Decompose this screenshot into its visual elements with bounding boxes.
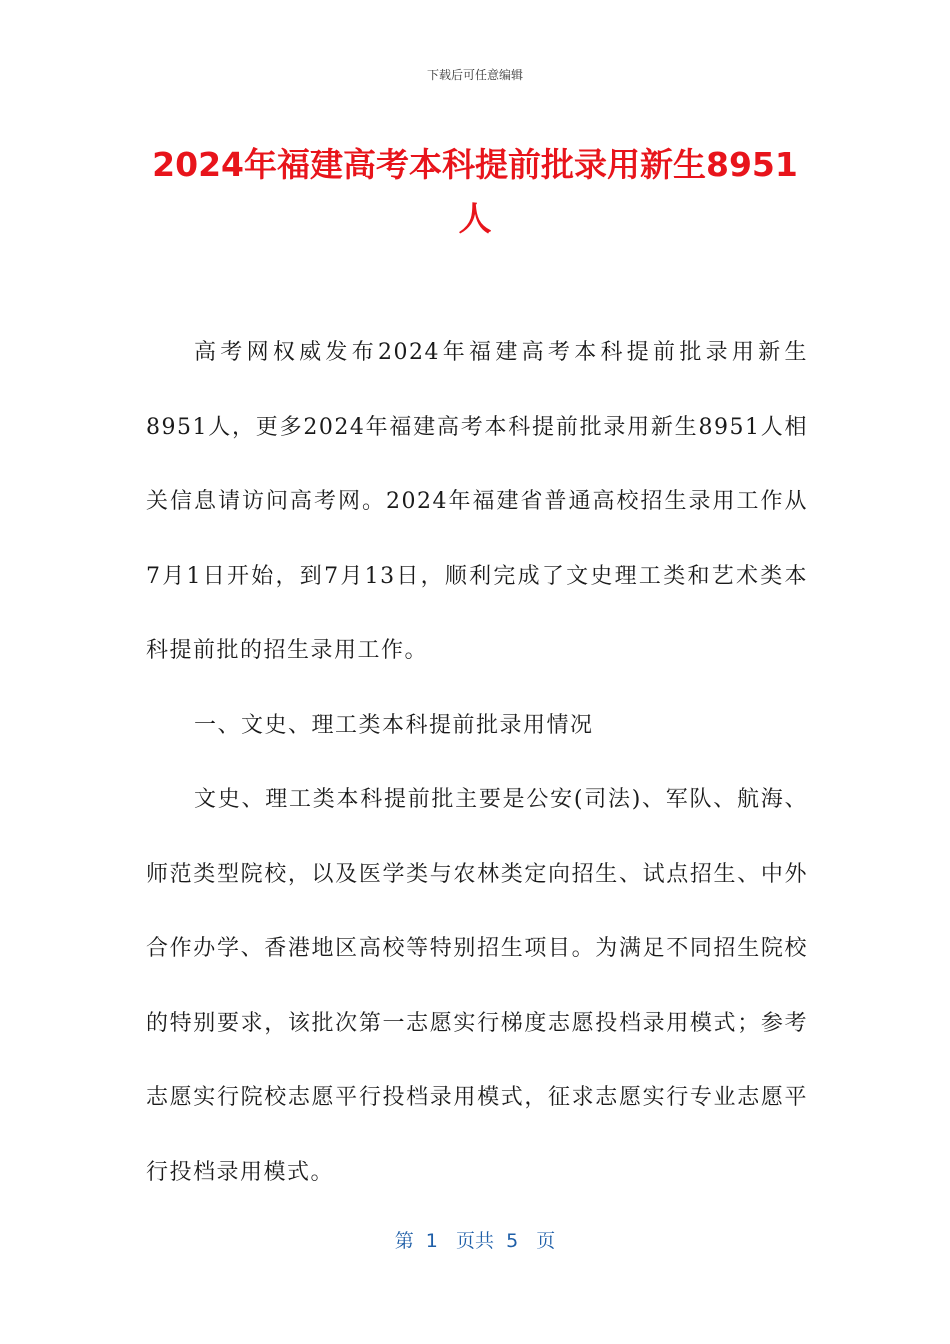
section-heading: 一、文史、理工类本科提前批录用情况	[194, 712, 594, 738]
page-number-footer: 第 1 页共 5 页	[394, 1230, 556, 1252]
document-body	[146, 316, 808, 1210]
paragraph-details: 文史、理工类本科提前批主要是公安(司法)、军队、航海、师范类型院校，以及医学类与农林类定向招生、试点招生、中外合作办学、香港地区高校等特别招生项目。为满足不同招生院校的特别要求，该批次第一志愿实行梯度志愿投档录用模式；参考志愿实行院校志愿平行投档录用模式，征求志愿实行专业志愿平行投档录用模式。	[146, 787, 808, 1185]
paragraph-intro: 高考网权威发布2024年福建高考本科提前批录用新生8951人，更多2024年福建高考本科提前批录用新生8951人相关信息请访问高考网。2024年福建省普通高校招生录用工作从7月1日开始，到7月13日，顺利完成了文史理工类和艺术类本科提前批的招生录用工作。	[146, 340, 808, 663]
document-title: 2024年福建高考本科提前批录用新生8951人	[152, 145, 798, 238]
header-note: 下载后可任意编辑	[426, 68, 523, 82]
